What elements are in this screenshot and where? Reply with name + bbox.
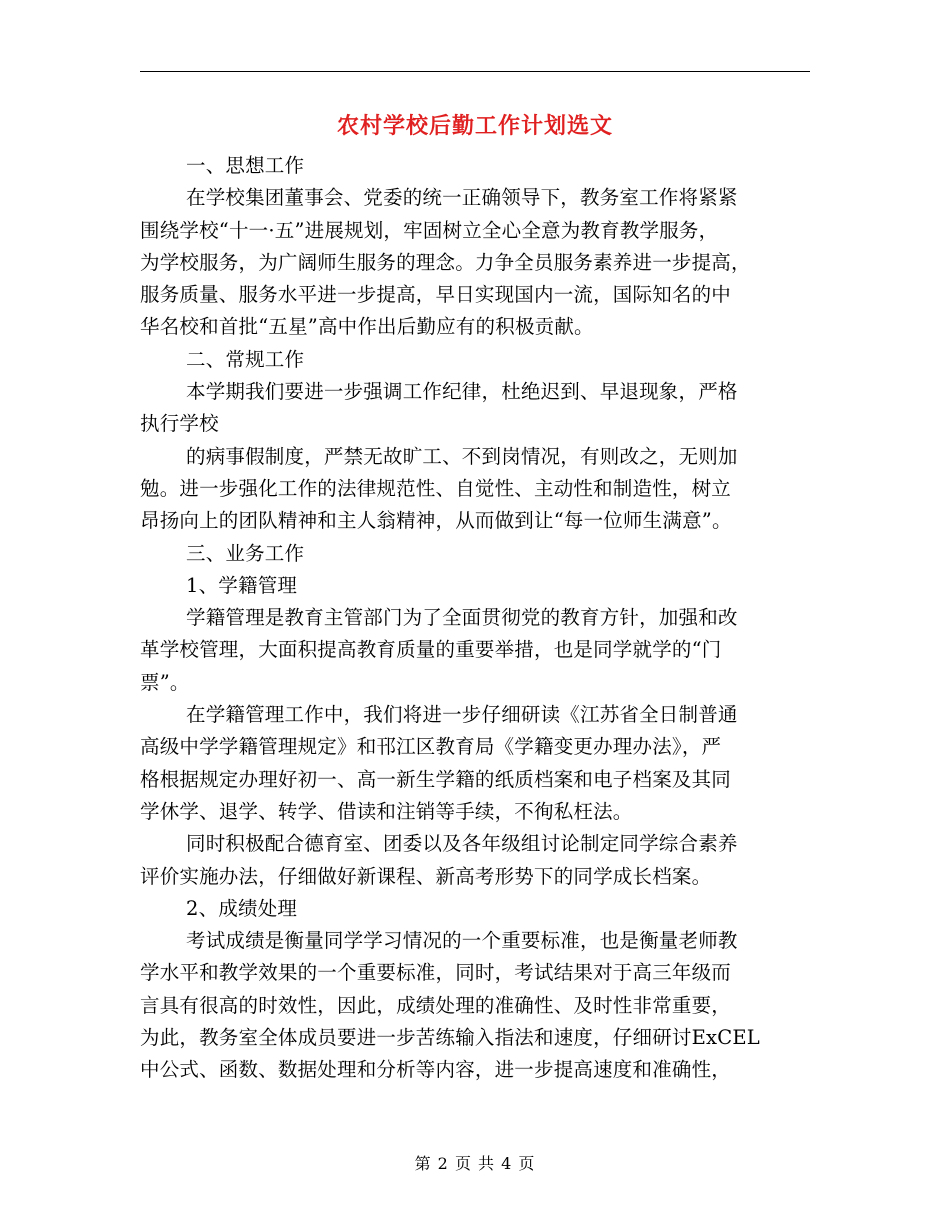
paragraph-line: 三、业务工作 (186, 541, 305, 565)
paragraph-line: 勉。进一步强化工作的法律规范性、自觉性、主动性和制造性，树立 (140, 476, 732, 500)
paragraph-line: 革学校管理，大面积提高教育质量的重要举措，也是同学就学的“门 (140, 638, 722, 662)
paragraph-line: 学水平和教学效果的一个重要标准，同时，考试结果对于高三年级而 (140, 961, 732, 985)
paragraph-line: 二、常规工作 (186, 347, 305, 371)
paragraph-line: 为学校服务，为广阔师生服务的理念。力争全员服务素养进一步提高， (140, 250, 751, 274)
document-title: 农村学校后勤工作计划选文 (336, 113, 613, 139)
paragraph-line: 票”。 (140, 670, 190, 694)
paragraph-line: 1、学籍管理 (186, 573, 298, 597)
paragraph-line: 同时积极配合德育室、团委以及各年级组讨论制定同学综合素养 (186, 832, 738, 856)
paragraph-line: 一、思想工作 (186, 154, 305, 177)
paragraph-line: 中公式、函数、数据处理和分析等内容，进一步提高速度和准确性， (140, 1058, 732, 1082)
paragraph-line: 学籍管理是教育主管部门为了全面贯彻党的教育方针，加强和改 (186, 606, 738, 630)
paragraph-line: 在学校集团董事会、党委的统一正确领导下，教务室工作将紧紧 (186, 186, 738, 210)
paragraph-line: 考试成绩是衡量同学学习情况的一个重要标准，也是衡量老师教 (186, 929, 738, 953)
paragraph-line: 围绕学校“十一·五”进展规划，牢固树立全心全意为教育教学服务， (140, 218, 719, 242)
paragraph-line: 评价实施办法，仔细做好新课程、新高考形势下的同学成长档案。 (140, 864, 712, 888)
paragraph-line: 本学期我们要进一步强调工作纪律，杜绝迟到、早退现象，严格 (186, 380, 738, 404)
paragraph-line: 昂扬向上的团队精神和主人翁精神，从而做到让“每一位师生满意”。 (140, 509, 732, 533)
paragraph-line: 为此，教务室全体成员要进一步苦练输入指法和速度，仔细研讨ExCEL (140, 1026, 760, 1050)
paragraph-line: 在学籍管理工作中，我们将进一步仔细研读《江苏省全日制普通 (186, 703, 738, 727)
paragraph-line: 执行学校 (140, 412, 219, 436)
paragraph-line: 华名校和首批“五星”高中作出后勤应有的积极贡献。 (140, 315, 594, 339)
document-body (140, 150, 810, 1087)
header-rule (140, 71, 810, 72)
paragraph-line: 言具有很高的时效性，因此，成绩处理的准确性、及时性非常重要， (140, 993, 732, 1017)
page-footer: 第 2 页 共 4 页 (414, 1154, 536, 1173)
paragraph-line: 的病事假制度，严禁无故旷工、不到岗情况，有则改之，无则加 (186, 444, 738, 468)
paragraph-line: 学休学、退学、转学、借读和注销等手续，不徇私枉法。 (140, 799, 633, 823)
paragraph-line: 2、成绩处理 (186, 896, 298, 920)
paragraph-line: 服务质量、服务水平进一步提高，早日实现国内一流，国际知名的中 (140, 283, 732, 307)
paragraph-line: 格根据规定办理好初一、高一新生学籍的纸质档案和电子档案及其同 (140, 767, 732, 791)
paragraph-line: 高级中学学籍管理规定》和邗江区教育局《学籍变更办理办法》，严 (140, 735, 722, 759)
